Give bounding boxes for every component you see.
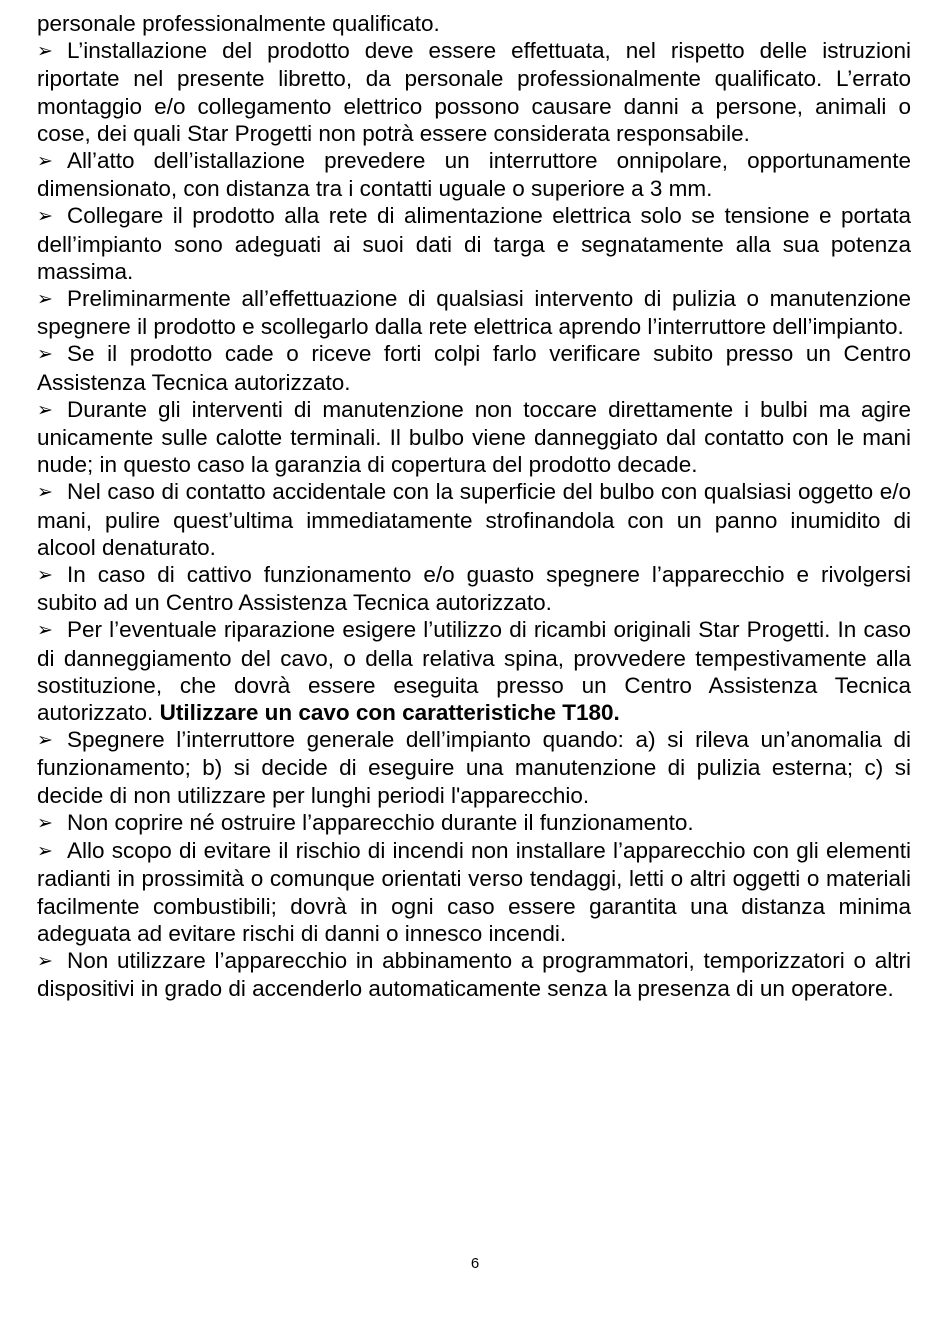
list-item (37, 340, 911, 395)
list-item-text: Spegnere l’interruttore generale dell’impianto quando: a) si rileva un’anomalia di funzionamento; b) si decide di eseguire una manutenzione di pulizia esterna; c) si decide di non utilizzare per lunghi periodi l'apparecchio. (37, 727, 911, 808)
list-item (37, 396, 911, 479)
arrowhead-bullet-icon: ➢ (37, 150, 53, 173)
arrowhead-bullet-icon: ➢ (37, 840, 53, 863)
list-item (37, 37, 911, 147)
list-item (37, 147, 911, 202)
list-item-text: Non utilizzare l’apparecchio in abbinamento a programmatori, temporizzatori o altri dispositivi in grado di accenderlo automaticamente senza la presenza di un operatore. (37, 947, 911, 1002)
list-item (37, 285, 911, 340)
arrowhead-bullet-icon: ➢ (37, 205, 53, 228)
list-item (37, 478, 911, 561)
list-item (37, 202, 911, 285)
arrowhead-bullet-icon: ➢ (37, 343, 53, 366)
list-item (37, 726, 911, 809)
arrowhead-bullet-icon: ➢ (37, 288, 53, 311)
list-item-text: Non coprire né ostruire l’apparecchio durante il funzionamento. (67, 809, 694, 835)
list-item-text: Durante gli interventi di manutenzione non toccare direttamente i bulbi ma agire unicamente sulle calotte terminali. Il bulbo viene danneggiato dal contatto con le mani nude; in questo caso la garanzia di copertura del prodotto decade. (37, 396, 911, 478)
list-item-text: All’atto dell’istallazione prevedere un interruttore onnipolare, opportunamente dimensionato, con distanza tra i contatti uguale o superiore a 3 mm. (37, 148, 911, 202)
list-item-text: Preliminarmente all’effettuazione di qualsiasi intervento di pulizia o manutenzione spegnere il prodotto e scollegarlo dalla rete elettrica aprendo l’interruttore dell’impianto. (37, 286, 911, 340)
arrowhead-bullet-icon: ➢ (37, 398, 53, 421)
arrowhead-bullet-icon: ➢ (37, 619, 53, 642)
list-item (37, 837, 911, 947)
list-item (37, 809, 911, 837)
list-item-text: Se il prodotto cade o riceve forti colpi farlo verificare subito presso un Centro Assistenza Tecnica autorizzato. (37, 341, 911, 395)
list-item (37, 947, 911, 1002)
document-page (37, 10, 911, 1002)
list-item (37, 561, 911, 616)
arrowhead-bullet-icon: ➢ (37, 481, 53, 504)
list-item (37, 616, 911, 726)
list-item-bold-text: Utilizzare un cavo con caratteristiche T180. (159, 700, 620, 726)
list-item-text: In caso di cattivo funzionamento e/o guasto spegnere l’apparecchio e rivolgersi subito ad un Centro Assistenza Tecnica autorizzato. (37, 562, 911, 616)
arrowhead-bullet-icon: ➢ (37, 949, 53, 972)
arrowhead-bullet-icon: ➢ (37, 729, 53, 752)
list-item-text: L’installazione del prodotto deve essere effettuata, nel rispetto delle istruzioni riportate nel presente libretto, da personale professionalmente qualificato. L’errato montaggio e/o collegamento elettrico possono causare danni a persone, animali o cose, dei quali Star Progetti non potrà essere considerata responsabile. (37, 38, 911, 146)
list-item-text: Collegare il prodotto alla rete di alimentazione elettrica solo se tensione e portata dell’impianto sono adeguati ai suoi dati di targa e segnatamente alla sua potenza massima. (37, 203, 911, 284)
page-number: 6 (470, 1255, 480, 1272)
intro-paragraph: personale professionalmente qualificato. (37, 11, 440, 36)
arrowhead-bullet-icon: ➢ (37, 811, 53, 834)
list-item-text: Nel caso di contatto accidentale con la superficie del bulbo con qualsiasi oggetto e/o mani, pulire quest’ultima immediatamente strofinandola con un panno inumidito di alcool denaturato. (37, 479, 911, 560)
list-item-text: Per l’eventuale riparazione esigere l’utilizzo di ricambi originali Star Progetti. In caso di danneggiamento del cavo, o della relativa spina, provvedere tempestivamente alla sostituzione, che dovrà essere eseguita presso un Centro Assistenza Tecnica autorizzato. (37, 617, 911, 726)
arrowhead-bullet-icon: ➢ (37, 40, 53, 63)
list-item-text: Allo scopo di evitare il rischio di incendi non installare l’apparecchio con gli elementi radianti in prossimità o comunque orientati verso tendaggi, letti o altri oggetti o materiali facilmente combustibili; dovrà in ogni caso essere garantita una distanza minima adeguata ad evitare rischi di danni o innesco incendi. (37, 838, 911, 946)
arrowhead-bullet-icon: ➢ (37, 564, 53, 587)
